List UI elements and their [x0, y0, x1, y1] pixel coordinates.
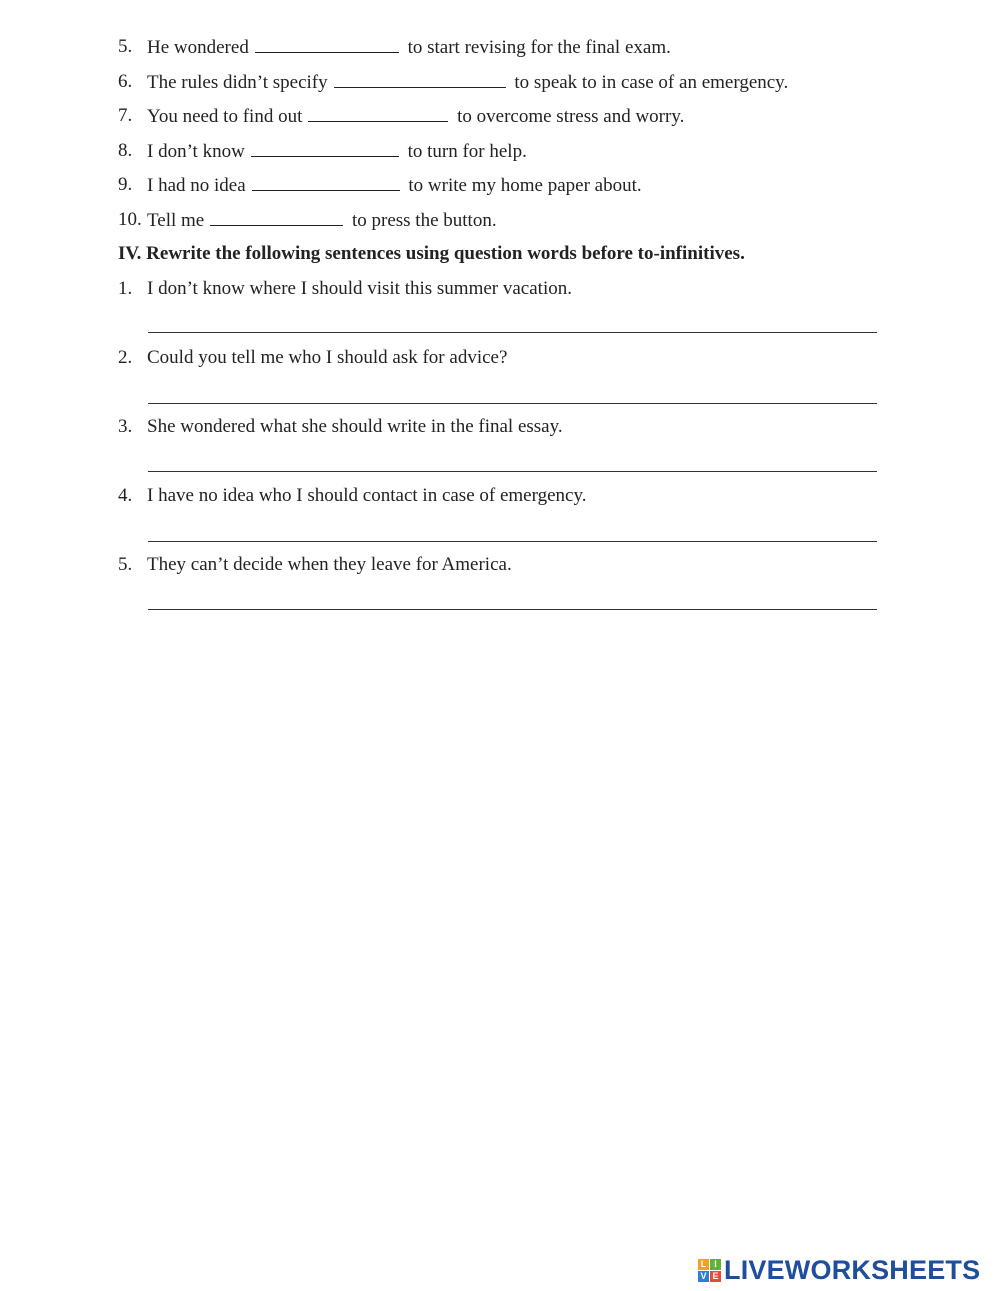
logo-square: I — [710, 1259, 721, 1270]
item-text-after: to start revising for the final exam. — [407, 37, 671, 58]
answer-line — [148, 609, 877, 610]
logo-square: L — [698, 1259, 709, 1270]
answer-line — [148, 541, 877, 542]
answer-blank[interactable] — [308, 103, 448, 122]
answer-blank[interactable] — [252, 172, 400, 191]
section-heading: IV. Rewrite the following sentences using question words before to-infinitives. — [118, 243, 745, 264]
rewrite-sentence: I don’t know where I should visit this summer vacation. — [147, 278, 572, 299]
item-number: 9. — [118, 174, 133, 195]
item-number: 8. — [118, 140, 133, 161]
item-text-after: to write my home paper about. — [408, 175, 642, 196]
item-text-after: to overcome stress and worry. — [457, 106, 685, 127]
item-text-before: The rules didn’t specify — [147, 72, 328, 93]
answer-blank[interactable] — [251, 138, 399, 157]
rewrite-answer-input[interactable] — [148, 518, 881, 542]
item-number: 10. — [118, 209, 142, 230]
rewrite-answer-input[interactable] — [148, 586, 881, 610]
item-text-after: to speak to in case of an emergency. — [514, 72, 789, 93]
item-number: 5. — [118, 36, 133, 57]
logo-squares-icon — [698, 1259, 721, 1282]
item-number: 2. — [118, 347, 133, 368]
logo-square: V — [698, 1271, 709, 1282]
answer-blank[interactable] — [334, 69, 506, 88]
answer-line — [148, 332, 877, 333]
item-number: 7. — [118, 105, 133, 126]
rewrite-answer-input[interactable] — [148, 380, 881, 404]
item-text-after: to turn for help. — [407, 141, 527, 162]
rewrite-sentence: They can’t decide when they leave for America. — [147, 554, 512, 575]
answer-line — [148, 403, 877, 404]
answer-blank[interactable] — [255, 34, 399, 53]
answer-blank[interactable] — [210, 207, 343, 226]
item-text-before: He wondered — [147, 37, 249, 58]
rewrite-sentence: Could you tell me who I should ask for advice? — [147, 347, 508, 368]
item-number: 6. — [118, 71, 133, 92]
item-number: 5. — [118, 554, 133, 575]
logo-text: LIVEWORKSHEETS — [724, 1254, 981, 1285]
logo-square: E — [710, 1271, 721, 1282]
item-text-before: You need to find out — [147, 106, 303, 127]
item-text-after: to press the button. — [351, 210, 497, 231]
rewrite-sentence: She wondered what she should write in the final essay. — [147, 416, 563, 437]
rewrite-sentence: I have no idea who I should contact in case of emergency. — [147, 485, 587, 506]
item-text-before: I don’t know — [147, 141, 245, 162]
item-number: 1. — [118, 278, 133, 299]
item-number: 4. — [118, 485, 133, 506]
item-text-before: Tell me — [147, 210, 205, 231]
answer-line — [148, 471, 877, 472]
rewrite-answer-input[interactable] — [148, 448, 881, 472]
liveworksheets-logo — [698, 1254, 980, 1286]
item-text-before: I had no idea — [147, 175, 246, 196]
item-number: 3. — [118, 416, 133, 437]
rewrite-answer-input[interactable] — [148, 309, 881, 333]
